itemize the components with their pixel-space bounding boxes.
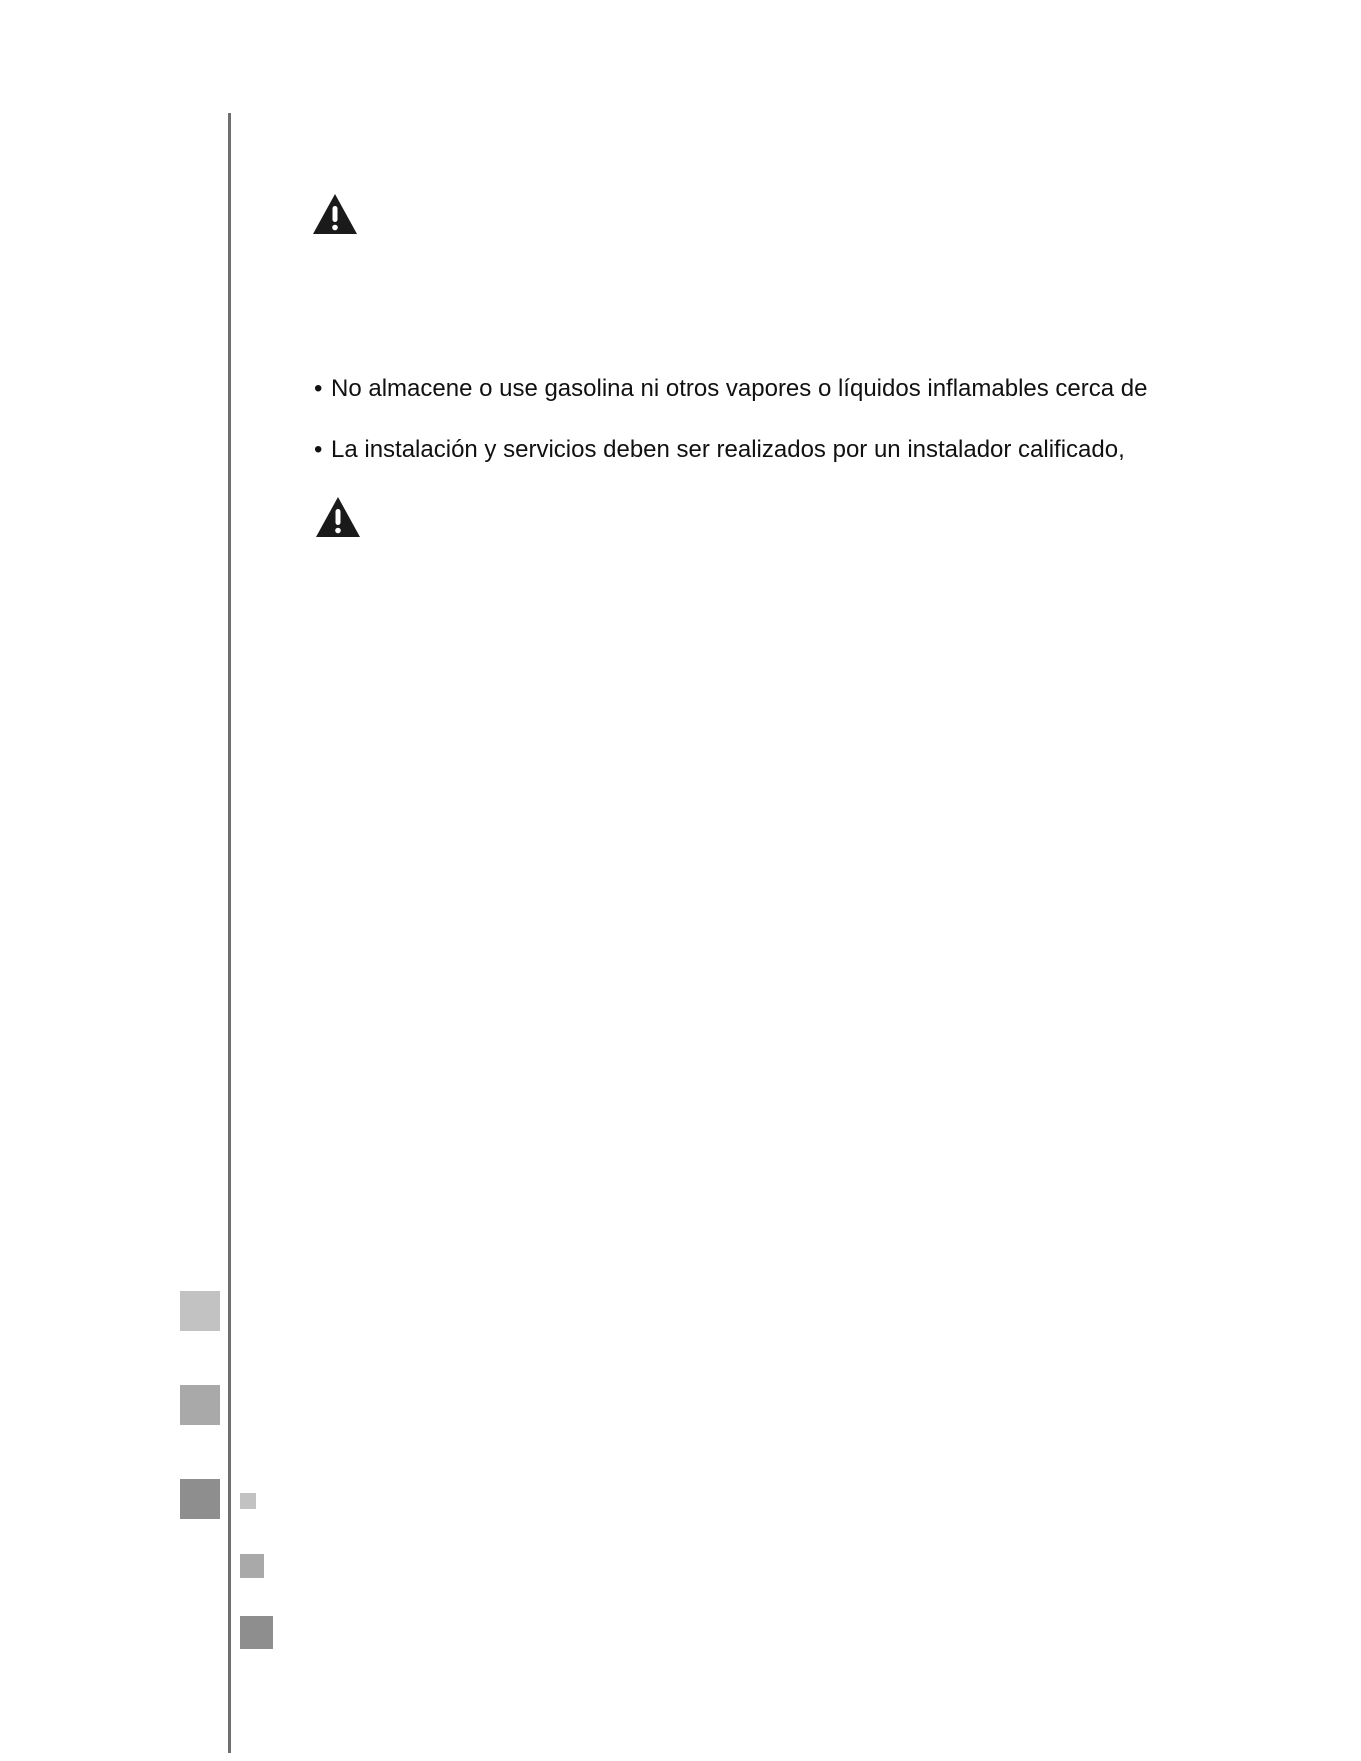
section-tab-light [180, 1291, 220, 1331]
legend-swatch-dark [240, 1616, 273, 1649]
legend-swatch-medium [240, 1554, 264, 1578]
bullet-marker: • [314, 375, 323, 402]
bullet-marker: • [314, 436, 323, 463]
warning-triangle-icon [312, 193, 358, 235]
bullet-text: No almacene o use gasolina ni otros vapores o líquidos inflamables cerca de [331, 375, 1148, 402]
warning-triangle-icon [315, 496, 361, 538]
page-margin-rule [228, 113, 231, 1753]
legend-swatch-light [240, 1493, 256, 1509]
bullet-item-installation [314, 435, 1125, 465]
bullet-text: La instalación y servicios deben ser realizados por un instalador calificado, [331, 436, 1125, 463]
bullet-item-gasoline [314, 374, 1147, 404]
section-tab-dark [180, 1479, 220, 1519]
section-tab-medium [180, 1385, 220, 1425]
